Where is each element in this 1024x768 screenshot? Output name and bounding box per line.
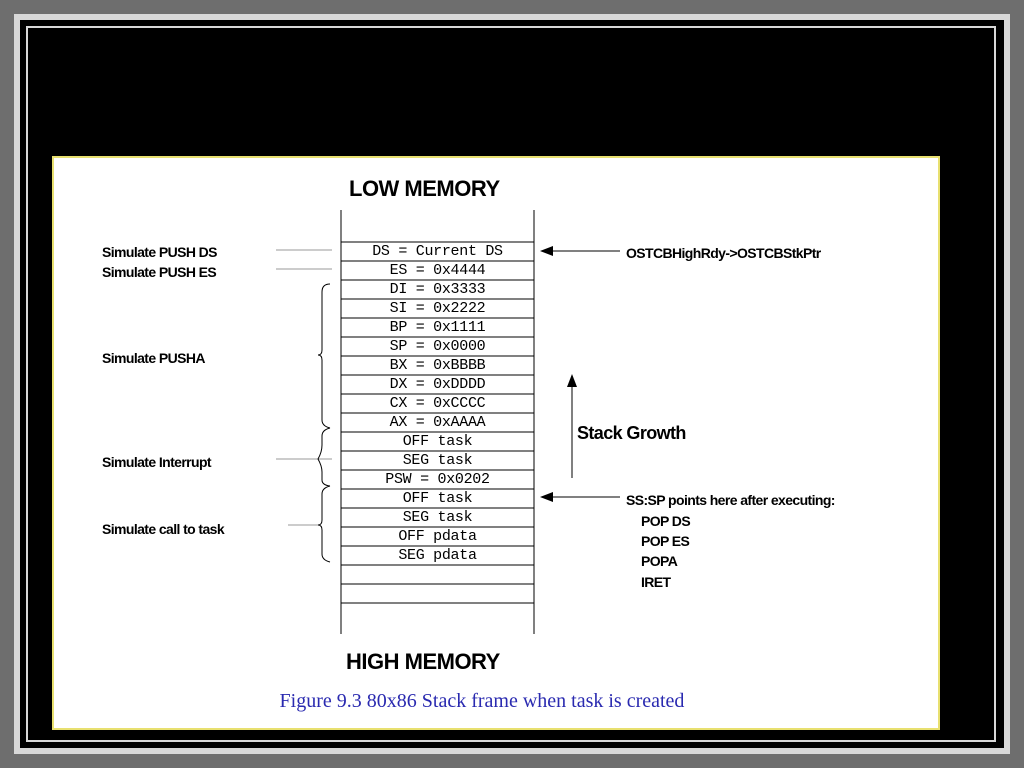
stack-cell: BP = 0x1111 <box>389 319 486 336</box>
growth-arrow-head <box>567 374 577 387</box>
label-stack-pointer: OSTCBHighRdy->OSTCBStkPtr <box>626 245 821 261</box>
label-push-es: Simulate PUSH ES <box>102 264 217 280</box>
high-memory-heading: HIGH MEMORY <box>346 649 500 674</box>
sssp-arrow-head <box>540 492 553 502</box>
figure-caption: Figure 9.3 80x86 Stack frame when task is created <box>279 690 685 712</box>
stack-cell: ES = 0x4444 <box>389 262 486 279</box>
low-memory-heading: LOW MEMORY <box>349 176 500 201</box>
stack-cell: PSW = 0x0202 <box>385 471 490 488</box>
stack-cell: CX = 0xCCCC <box>389 395 486 412</box>
stack-cell: OFF task <box>402 490 473 507</box>
sssp-step: IRET <box>641 574 671 590</box>
stack-cell: SI = 0x2222 <box>389 300 486 317</box>
stack-cell: SEG task <box>402 452 473 469</box>
sssp-step: POP DS <box>641 513 691 529</box>
label-push-ds: Simulate PUSH DS <box>102 244 217 260</box>
stack-cell: AX = 0xAAAA <box>389 414 486 431</box>
pusha-brace <box>318 284 330 428</box>
pointer-arrow-head <box>540 246 553 256</box>
label-sssp-title: SS:SP points here after executing: <box>626 492 835 508</box>
stack-cell: SP = 0x0000 <box>389 338 486 355</box>
label-interrupt: Simulate Interrupt <box>102 454 211 470</box>
stack-cell: OFF task <box>402 433 473 450</box>
stack-cell: DI = 0x3333 <box>389 281 486 298</box>
label-pusha: Simulate PUSHA <box>102 350 205 366</box>
interrupt-brace <box>318 428 330 486</box>
sssp-step: POPA <box>641 553 678 569</box>
label-call-task: Simulate call to task <box>102 521 225 537</box>
sssp-step: POP ES <box>641 533 690 549</box>
stack-cell: OFF pdata <box>398 528 477 545</box>
stack-cell: BX = 0xBBBB <box>389 357 486 374</box>
stack-cell: SEG task <box>402 509 473 526</box>
label-stack-growth: Stack Growth <box>577 423 686 443</box>
stack-cell: DX = 0xDDDD <box>389 376 486 393</box>
stack-cell: DS = Current DS <box>372 243 503 260</box>
stack-cell: SEG pdata <box>398 547 477 564</box>
call-task-brace <box>318 486 330 562</box>
